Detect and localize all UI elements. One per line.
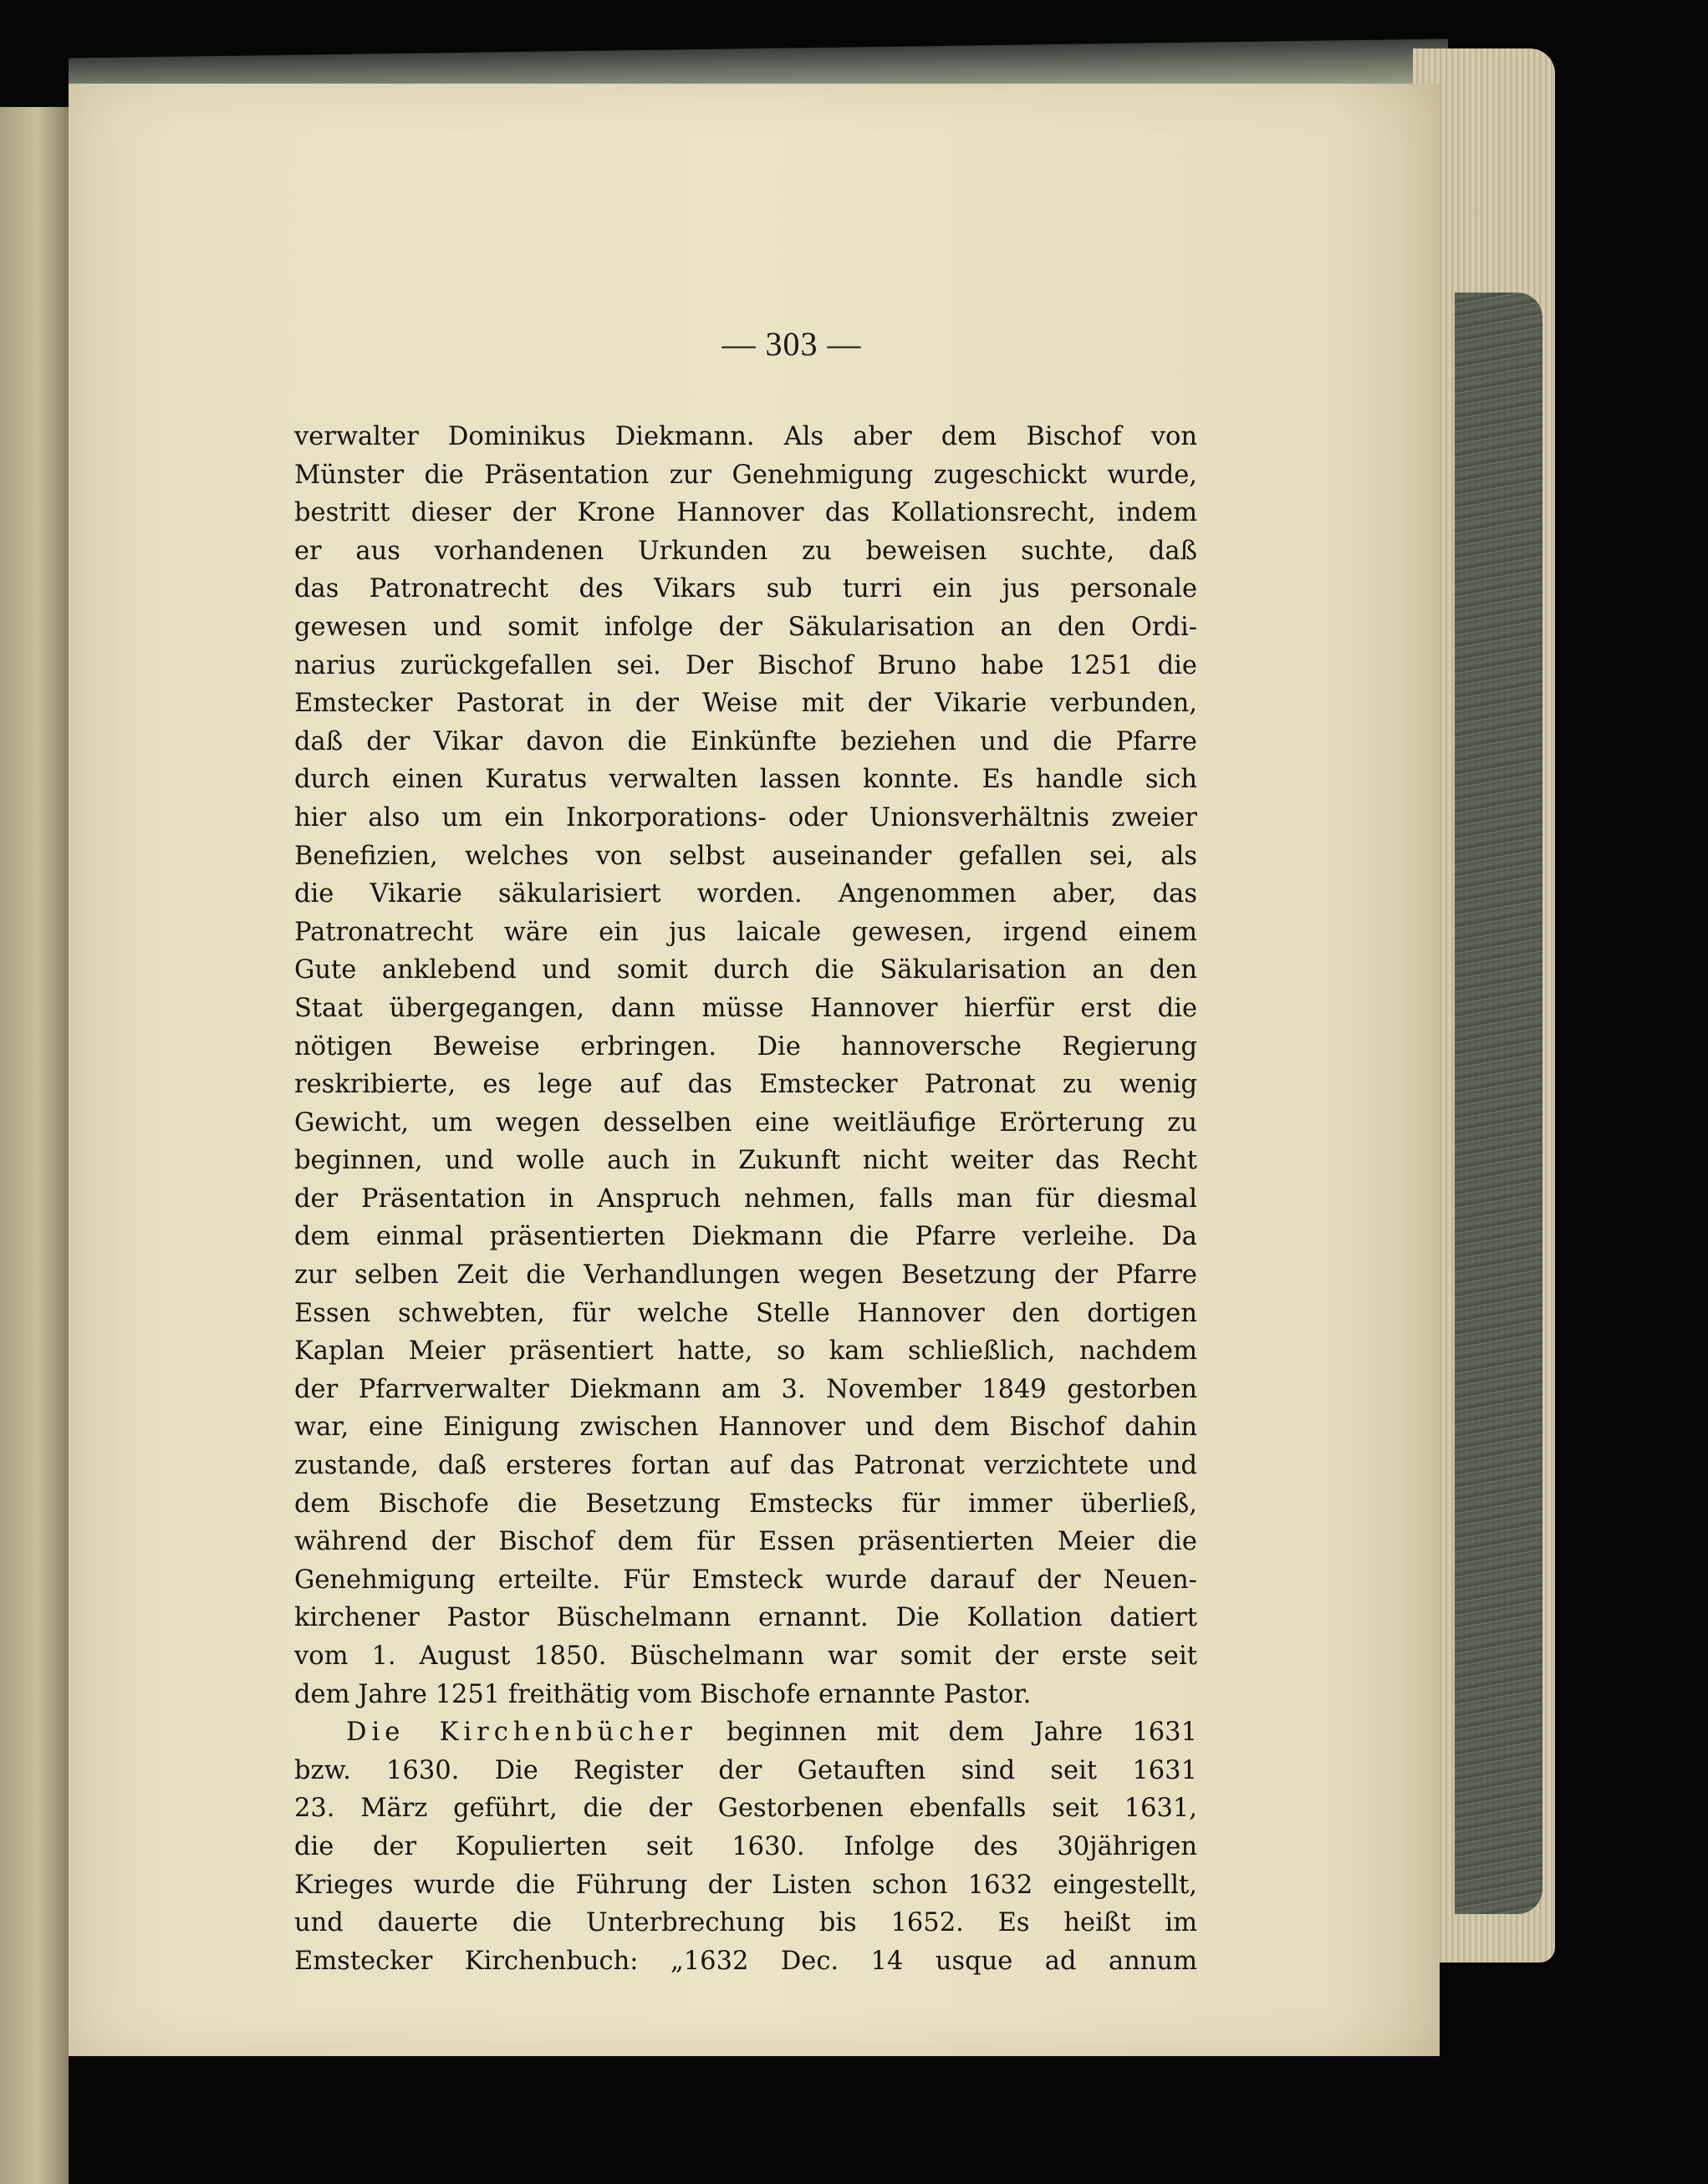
text-line: war, eine Einigung zwischen Hannover und dem Bischof dahin <box>294 1413 1197 1443</box>
text-line: 23. März geführt, die der Gestorbenen ebenfalls seit 1631, <box>294 1794 1197 1824</box>
text-line: der Präsentation in Anspruch nehmen, falls man für diesmal <box>294 1184 1197 1214</box>
text-line: reskribierte, es lege auf das Emstecker Patronat zu wenig <box>294 1070 1197 1100</box>
text-line: verwalter Dominikus Diekmann. Als aber dem Bischof von <box>294 422 1197 451</box>
text-line: der Pfarrverwalter Diekmann am 3. November 1849 gestorben <box>294 1374 1197 1404</box>
text-line: beginnen, und wolle auch in Zukunft nicht weiter das Recht <box>294 1146 1197 1176</box>
text-line: vom 1. August 1850. Büschelmann war somit der erste seit <box>294 1642 1197 1671</box>
text-line: nötigen Beweise erbringen. Die hannoversche Regierung <box>294 1031 1197 1061</box>
text-line: daß der Vikar davon die Einkünfte beziehen und die Pfarre <box>294 726 1197 756</box>
text-line: Emstecker Pastorat in der Weise mit der Vikarie verbunden, <box>294 689 1197 719</box>
text-line: bestritt dieser der Krone Hannover das Kollationsrecht, indem <box>294 498 1197 528</box>
text-line: Krieges wurde die Führung der Listen schon 1632 eingestellt, <box>294 1870 1197 1900</box>
marbled-endpaper <box>1455 293 1542 1914</box>
text-line: das Patronatrecht des Vikars sub turri ein jus personale <box>294 574 1197 604</box>
text-line: Emstecker Kirchenbuch: „1632 Dec. 14 usque ad annum <box>294 1946 1197 1976</box>
text-line: Gewicht, um wegen desselben eine weitläufige Erörterung zu <box>294 1107 1197 1138</box>
body-text <box>294 418 1197 1980</box>
text-line: Kaplan Meier präsentiert hatte, so kam schließlich, nachdem <box>294 1336 1197 1367</box>
text-line: gewesen und somit infolge der Säkularisation an den Ordi- <box>294 612 1197 642</box>
facing-page-edge <box>0 107 69 2184</box>
text-line: zustande, daß ersteres fortan auf das Patronat verzichtete und <box>294 1451 1197 1481</box>
text-line: Patronatrecht wäre ein jus laicale gewesen, irgend einem <box>294 917 1197 947</box>
text-line: kirchener Pastor Büschelmann ernannt. Die Kollation datiert <box>294 1603 1197 1633</box>
text-line: durch einen Kuratus verwalten lassen konnte. Es handle sich <box>294 765 1197 795</box>
paragraph-first-line <box>294 1713 1197 1752</box>
text-line: Essen schwebten, für welche Stelle Hannover den dortigen <box>294 1298 1197 1328</box>
text-line: hier also um ein Inkorporations- oder Unionsverhältnis zweier <box>294 802 1197 832</box>
text-fragment: beginnen mit dem Jahre 1631 <box>727 1718 1197 1748</box>
text-line: Münster die Präsentation zur Genehmigung zugeschickt wurde, <box>294 460 1197 490</box>
text-line: zur selben Zeit die Verhandlungen wegen Besetzung der Pfarre <box>294 1260 1197 1291</box>
text-line: Gute anklebend und somit durch die Säkularisation an den <box>294 955 1197 985</box>
text-line: während der Bischof dem für Essen präsentierten Meier die <box>294 1527 1197 1557</box>
text-line: er aus vorhandenen Urkunden zu beweisen suchte, daß <box>294 536 1197 566</box>
text-line: die Vikarie säkularisiert worden. Angenommen aber, das <box>294 879 1197 909</box>
book-page <box>69 84 1440 2056</box>
text-line: bzw. 1630. Die Register der Getauften sind seit 1631 <box>294 1755 1197 1785</box>
text-line: Genehmigung erteilte. Für Emsteck wurde darauf der Neuen- <box>294 1565 1197 1595</box>
text-line: dem einmal präsentierten Diekmann die Pfarre verleihe. Da <box>294 1222 1197 1252</box>
page-number: — 303 — <box>721 325 862 363</box>
emphasized-heading: Die Kirchenbücher <box>346 1718 697 1748</box>
text-line: Staat übergegangen, dann müsse Hannover hierfür erst die <box>294 993 1197 1023</box>
text-line: dem Jahre 1251 freithätig vom Bischofe ernannte Pastor. <box>294 1679 1032 1709</box>
text-line: narius zurückgefallen sei. Der Bischof Bruno habe 1251 die <box>294 650 1197 680</box>
text-line: und dauerte die Unterbrechung bis 1652. Es heißt im <box>294 1908 1197 1938</box>
text-line: dem Bischofe die Besetzung Emstecks für immer überließ, <box>294 1489 1197 1519</box>
text-line: Benefizien, welches von selbst auseinander gefallen sei, als <box>294 841 1197 871</box>
text-line: die der Kopulierten seit 1630. Infolge des 30jährigen <box>294 1831 1197 1861</box>
